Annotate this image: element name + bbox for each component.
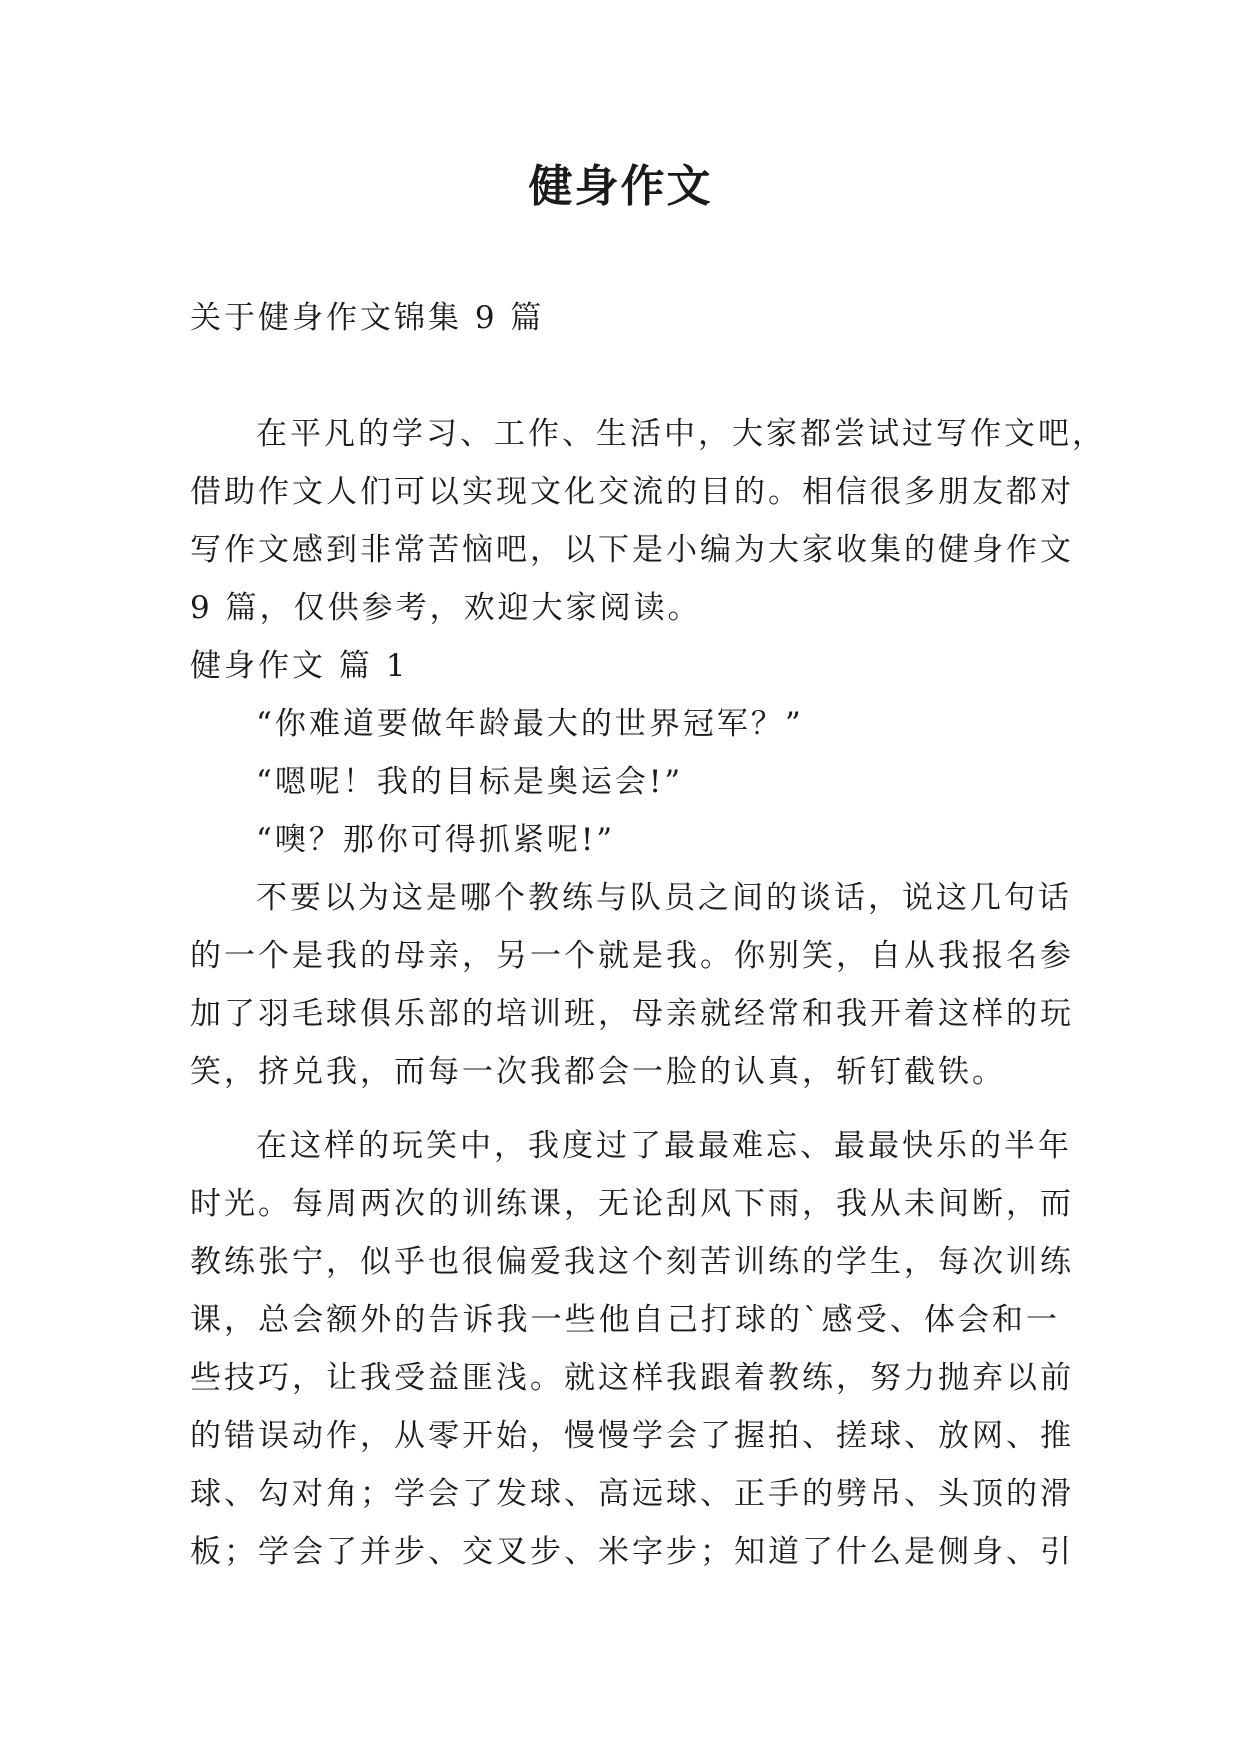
paragraph-line: 时光。每周两次的训练课，无论刮风下雨，我从未间断，而 xyxy=(190,1186,1074,1222)
paragraph-line: 笑，挤兑我，而每一次我都会一脸的认真，斩钉截铁。 xyxy=(190,1054,1006,1090)
section-heading: 健身作文 篇 1 xyxy=(190,648,409,684)
paragraph-line: 加了羽毛球俱乐部的培训班，母亲就经常和我开着这样的玩 xyxy=(190,996,1074,1032)
paragraph-line: 些技巧，让我受益匪浅。就这样我跟着教练，努力抛弃以前 xyxy=(190,1360,1074,1396)
document-subtitle: 关于健身作文锦集 9 篇 xyxy=(190,300,545,336)
paragraph-line: 的错误动作，从零开始，慢慢学会了握拍、搓球、放网、推 xyxy=(190,1418,1074,1454)
dialogue-line: “你难道要做年龄最大的世界冠军？” xyxy=(256,706,804,742)
intro-line: 写作文感到非常苦恼吧，以下是小编为大家收集的健身作文 xyxy=(190,532,1074,568)
paragraph-line: 板；学会了并步、交叉步、米字步；知道了什么是侧身、引 xyxy=(190,1534,1074,1570)
paragraph-line: 的一个是我的母亲，另一个就是我。你别笑，自从我报名参 xyxy=(190,938,1074,974)
paragraph-line: 课，总会额外的告诉我一些他自己打球的`感受、体会和一 xyxy=(190,1302,1060,1338)
dialogue-line: “噢？那你可得抓紧呢!” xyxy=(256,822,616,858)
paragraph-line: 在这样的玩笑中，我度过了最最难忘、最最快乐的半年 xyxy=(256,1128,1072,1164)
paragraph-line: 不要以为这是哪个教练与队员之间的谈话，说这几句话 xyxy=(256,880,1072,916)
paragraph-line: 教练张宁，似乎也很偏爱我这个刻苦训练的学生，每次训练 xyxy=(190,1244,1074,1280)
document-title: 健身作文 xyxy=(528,161,713,212)
paragraph-line: 球、勾对角；学会了发球、高远球、正手的劈吊、头顶的滑 xyxy=(190,1476,1074,1512)
intro-line: 借助作文人们可以实现文化交流的目的。相信很多朋友都对 xyxy=(190,474,1074,510)
intro-line: 在平凡的学习、工作、生活中，大家都尝试过写作文吧， xyxy=(256,416,1106,452)
dialogue-line: “嗯呢！我的目标是奥运会!” xyxy=(256,764,684,800)
intro-line: 9 篇，仅供参考，欢迎大家阅读。 xyxy=(190,590,702,626)
